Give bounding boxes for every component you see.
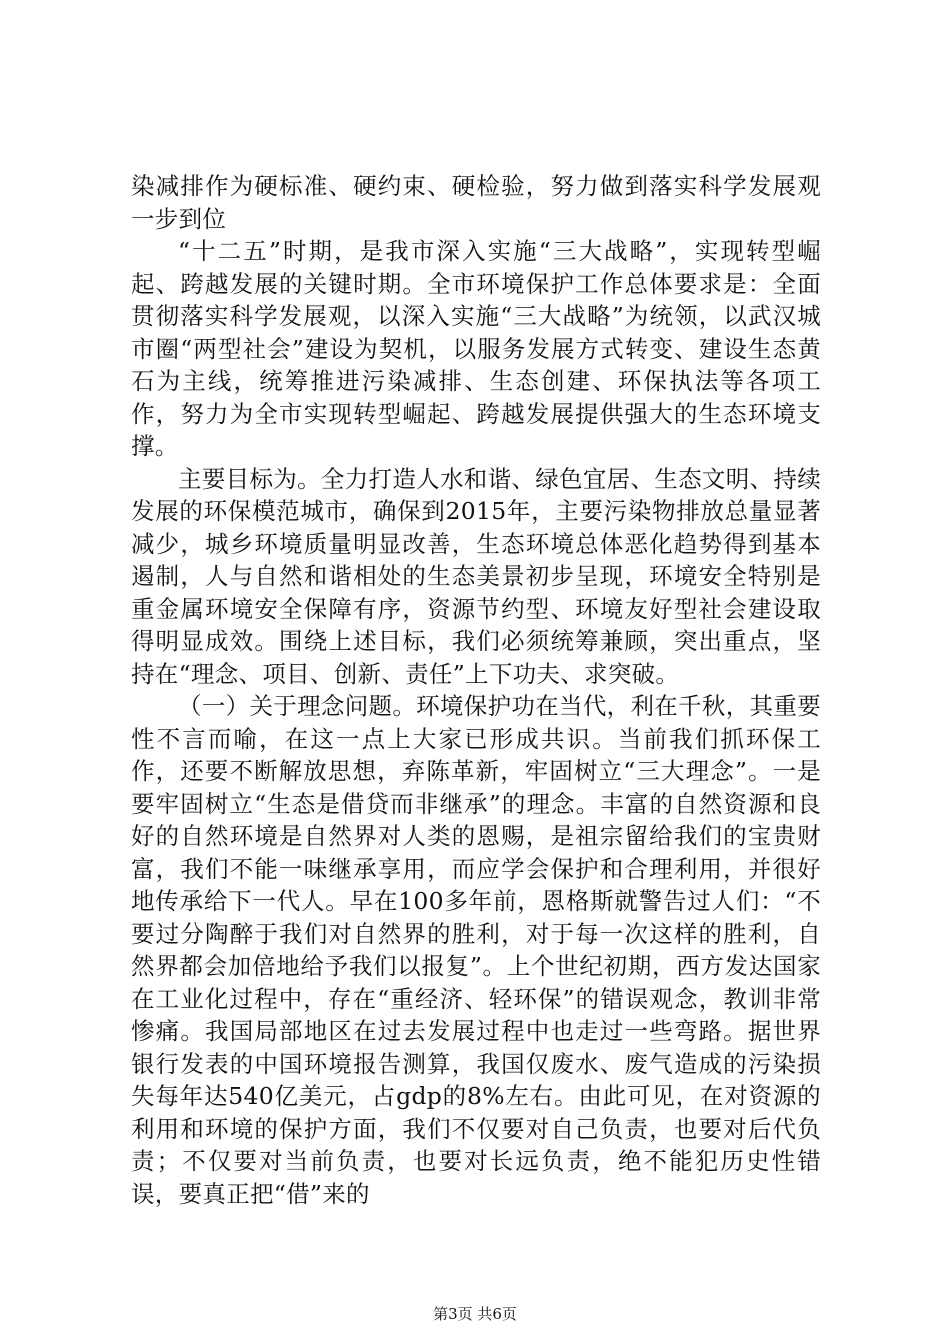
document-body [131,170,821,1210]
paragraph-3: 主要目标为。全力打造人水和谐、绿色宜居、生态文明、持续发展的环保模范城市，确保到2015年，主要污染物排放总量显著减少，城乡环境质量明显改善，生态环境总体恶化趋势得到基本遏制，人与自然和谐相处的生态美景初步呈现，环境安全特别是重金属环境安全保障有序，资源节约型、环境友好型社会建设取得明显成效。围绕上述目标，我们必须统筹兼顾，突出重点，坚持在“理念、项目、创新、责任”上下功夫、求突破。 [131,464,821,688]
paragraph-4: （一）关于理念问题。环境保护功在当代，利在千秋，其重要性不言而喻，在这一点上大家已形成共识。当前我们抓环保工作，还要不断解放思想，弃陈革新，牢固树立“三大理念”。一是要牢固树立“生态是借贷而非继承”的理念。丰富的自然资源和良好的自然环境是自然界对人类的恩赐，是祖宗留给我们的宝贵财富，我们不能一味继承享用，而应学会保护和合理利用，并很好地传承给下一代人。早在100多年前，恩格斯就警告过人们：“不要过分陶醉于我们对自然界的胜利，对于每一次这样的胜利，自然界都会加倍地给予我们以报复”。上个世纪初期，西方发达国家在工业化过程中，存在“重经济、轻环保”的错误观念，教训非常惨痛。我国局部地区在过去发展过程中也走过一些弯路。据世界银行发表的中国环境报告测算，我国仅废水、废气造成的污染损失每年达540亿美元，占gdp的8%左右。由此可见，在对资源的利用和环境的保护方面，我们不仅要对自己负责，也要对后代负责；不仅要对当前负责，也要对长远负责，绝不能犯历史性错误，要真正把“借”来的 [131,692,821,1208]
page-footer: 第3页 共6页 [433,1305,517,1323]
paragraph-2: “十二五”时期，是我市深入实施“三大战略”，实现转型崛起、跨越发展的关键时期。全市环境保护工作总体要求是：全面贯彻落实科学发展观，以深入实施“三大战略”为统领，以武汉城市圈“两型社会”建设为契机，以服务发展方式转变、建设生态黄石为主线，统筹推进污染减排、生态创建、环保执法等各项工作，努力为全市实现转型崛起、跨越发展提供强大的生态环境支撑。 [131,237,821,460]
paragraph-1: 染减排作为硬标准、硬约束、硬检验，努力做到落实科学发展观一步到位 [131,172,821,233]
